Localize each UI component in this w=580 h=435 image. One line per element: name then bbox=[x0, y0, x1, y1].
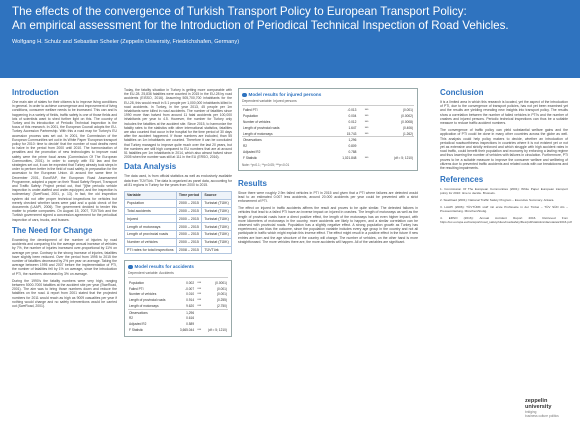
table-row bbox=[125, 246, 232, 254]
table-cell: Number of vehicles bbox=[125, 238, 177, 246]
regression-cell: Number of vehicles bbox=[129, 292, 157, 297]
variables-table bbox=[124, 191, 232, 254]
injured-model-title: Model results for injured persons bbox=[242, 92, 414, 97]
table-header-cell: Time period bbox=[176, 192, 201, 200]
regression-cell: 9.620 bbox=[186, 303, 195, 308]
references-list bbox=[440, 187, 572, 225]
results-text-2: The effect on injured in traffic accidents affirms the result and proves to be quite similar. The detected failures in vehicles that lead to a failed PTI have an inverse impact on injured in crashes. The length of motorways as well as the length of provincial roads have a direct positive effect, the length of the motorways has an even higher impact, with more kilometers of motorways in the country, more accidents are likely to happen, and a similar correlation can be observed with provincial roads. Population has a slightly negative effect. A strong population growth as Turkey has experienced, can bias the outcome, since the population variable includes every age group in the country and not all participate in traffic which might explain this inverse effect. The effect might result in a positive effect in the future if new entries are born and the age structure of the country will change. The number of vehicles, on the other hand is more straightforward. The more vehicles there are, the more accidents will happen. All of the variables are significant. bbox=[238, 206, 418, 244]
regression-cell: 0.012 bbox=[348, 119, 357, 124]
regression-cell: Failed PTI bbox=[243, 108, 258, 113]
regression-cell: Length of provincial roads bbox=[129, 298, 166, 303]
accidents-model-title: Model results for accidents bbox=[128, 264, 228, 269]
regression-cell: *** bbox=[197, 292, 202, 297]
regression-cell: -0.007 bbox=[185, 286, 195, 291]
intro-heading: Introduction bbox=[12, 88, 59, 97]
regression-cell: (df = 5; 1210) bbox=[393, 155, 413, 160]
regression-cell: (2.750) bbox=[216, 303, 227, 308]
regression-cell: -0.013 bbox=[347, 108, 357, 113]
authors: Wolfgang H. Schulz and Sebastian Scheler (Zeppelin University, Friedrichshafen, Germany) bbox=[12, 39, 240, 45]
regression-cell: Number of vehicles bbox=[243, 119, 271, 124]
regression-cell: (0.0002) bbox=[401, 114, 413, 119]
table-header-cell: Source bbox=[202, 192, 232, 200]
table-cell: TÜVTürk bbox=[202, 246, 232, 254]
fatalities-text: Today, the fatality situation in Turkey is getting more comparable with the EU-28. 25,836 fatalities were counted in 2015 in the EU-28 by road accidents (EISSO, 2016). Assuming 505,700,700 inhabitants for the EU-28, this would result in 5.1 people per 1,000,000 inhabitants killed in road accidents. In Turkey, in the year 2013, 45 people per 1m inhabitants were killed in road accidents. The number of fatalities since 1990 more than halved from around 11 fatal accidents per 100,000 inhabitants per year to 4.5. However, the number for Turkey only includes the fatalities at the accident site. Since 2015, to harmonize the fatality rates to the statistics with other international statistics, fatalities are also counted that occur in the hospital for the time period of 30 days after the accident happened. If those numbers are included, than 55 fatalities on 1m inhabitants are counted. Therefore it can be concluded that Turkey managed to improve quite much over the last 20 years, but the numbers are still high compared to EU numbers that are at around 51 fatalities per 1m inhabitants in 2014, which also almost halved since 2005 when the number was still at 111 in the EU (ERSO, 2016). bbox=[124, 88, 232, 160]
results-heading: Results bbox=[238, 178, 267, 188]
regression-cell: F Statistic bbox=[129, 327, 143, 332]
injured-model-box bbox=[238, 88, 418, 171]
table-cell: 2000 – 2015 bbox=[176, 230, 201, 238]
regression-cell: R2 bbox=[243, 144, 248, 149]
intro-text: One main aim of states for their citizens is to improve living conditions in general. In order to achieve convergence and improvement of living conditions, consumer welfare needs to be increased. This can and is happening in a variety of fields, traffic safety is one of those fields and lots of scientists want to shed further light on this. The country of Turkey and its introduction of Periodic Technical Inspection is the focus of this research. In 2001, the European Council adopts the EU-Turkey Accession Partnership. With this a road map for Turkey's EU accession process was set out. In 2001, the Commission of the European Communities set out in its White Paper 'European transport policy for 2010: time to decide' that the number of road deaths need to halve in the period from 2000 until 2010. The harmonization of penalties and the promotion of new technologies to improve road safety were the prime focal areas (Commission Of The European Communities, 2001). In order to comply with EU law and the strategies set out, it can be expected that Turkey already took steps in order to perform better in the field of road safety, in preparation for the accession to the European Union. At around the same time in December 2001, EuroRAP, the European Road Assessment Programme, adopted a paper on their 'Road Safety Report, Transport and Traffic Safety: Project period out, that "[t]he periodic vehicle inspection is under-staffed and under-equipped, and the inspection is rudimentary' (SweRoad, 2001, p. 13). In fact, the old inspection system did not offer proper technical inspections for vehicles but merely checked whether taxes were paid and a quick check of the documents (LAAPI, 2006). The government decided to tender this matter to private companies. On August 15, 2007, TÜVTürk and the Turkish government signed a concession agreement for the periodical inspection of cars, trucks, and busses. bbox=[12, 100, 117, 222]
regression-cell: *** bbox=[364, 155, 369, 160]
data-analysis-text: The data used, is from official statistics as well as exclusively available data from TÜVTürk. The data is organized as panel data, accounting for all 81 regions in Turkey for the years from 2000 to 2015. bbox=[124, 174, 232, 187]
need-heading: The Need for Change bbox=[12, 225, 93, 235]
regression-cell: (0.0001) bbox=[215, 280, 227, 285]
column-1 bbox=[12, 88, 117, 311]
table-header-cell: Variable bbox=[125, 192, 177, 200]
table-cell: Turkstat (TÜIK) bbox=[202, 238, 232, 246]
reference-item: 4. ERSO (2016): Annual Accident Report 2016. Retrieved from https://ec.europa.eu/transport/road_safety/sites/roadsafety/files/pdf/statistics/dacota/asr2016.pdf bbox=[440, 216, 572, 225]
regression-cell: 0.002 bbox=[186, 280, 195, 285]
table-cell: Turkstat (TÜIK) bbox=[202, 223, 232, 231]
poster-header bbox=[0, 0, 580, 78]
regression-cell: 1.647 bbox=[348, 125, 357, 130]
regression-cell: (df = 5; 1210) bbox=[207, 327, 227, 332]
table-cell: Length of motorways bbox=[125, 223, 177, 231]
regression-cell: 0.809 bbox=[348, 144, 357, 149]
regression-cell: Length of provincial roads bbox=[243, 125, 280, 130]
regression-cell: (1.262) bbox=[402, 131, 413, 136]
conclusion-text-2: The convergence of traffic policy can yield substantial welfare gains and the application of PTI could be done in many other countries across the globe as well. This analysis could help policy makers to decide, whether an introduction of periodical roadworthiness inspections in countries where it is not existent yet or not yet as extensive and strictly enforced and which struggle with high accident rates in road traffic, could benefit their population and economy by enforcing a lasting regime and thus lowering the number of vehicles with failures in circulation. Furthermore, PTI proves to be a suitable measure to improve the consumer welfare and wellbeing of citizens due to prevented traffic accidents and related costs with car breakdowns and the resulting impairments. bbox=[440, 128, 568, 171]
column-3 bbox=[238, 88, 418, 247]
regression-cell: 1,296 bbox=[323, 137, 357, 143]
logo-tagline: bridging business culture politics bbox=[525, 410, 559, 418]
table-row bbox=[125, 215, 232, 223]
poster-title bbox=[12, 5, 568, 33]
regression-cell: *** bbox=[197, 298, 202, 303]
regression-cell: R2 bbox=[129, 316, 134, 321]
title-line-2: An empirical assessment for the Introduction of Periodical Technical Inspection of Road Vehicles. bbox=[12, 19, 509, 32]
column-2 bbox=[124, 88, 232, 337]
table-cell: Turkstat (TÜIK) bbox=[202, 207, 232, 215]
regression-cell: Adjusted R2 bbox=[129, 322, 147, 327]
regression-cell: 1,296 bbox=[175, 309, 195, 315]
regression-cell: Population bbox=[243, 114, 259, 119]
regression-cell: *** bbox=[197, 327, 202, 332]
regression-row bbox=[128, 327, 228, 333]
accidents-regression-table bbox=[128, 280, 228, 333]
regression-cell: 0.010 bbox=[186, 292, 195, 297]
regression-cell: 0.788 bbox=[348, 149, 357, 154]
regression-cell: (0.001) bbox=[402, 108, 413, 113]
references-heading: References bbox=[440, 175, 484, 185]
table-cell: Total accidents bbox=[125, 207, 177, 215]
regression-cell: Adjusted R2 bbox=[243, 149, 261, 154]
table-row bbox=[125, 230, 232, 238]
regression-cell: (0.406) bbox=[402, 125, 413, 130]
regression-cell: (0.255) bbox=[216, 298, 227, 303]
regression-cell: (0.0008) bbox=[401, 119, 413, 124]
column-4 bbox=[440, 88, 572, 227]
regression-cell: *** bbox=[364, 119, 369, 124]
table-row bbox=[125, 207, 232, 215]
title-line-1: The effects of the convergence of Turkish Transport Policy to European Transport Policy: bbox=[12, 5, 467, 18]
regression-cell: 0.004 bbox=[348, 114, 357, 119]
regression-cell: *** bbox=[364, 108, 369, 113]
regression-cell: Length of motorways bbox=[129, 303, 159, 308]
regression-cell: (0.001) bbox=[216, 292, 227, 297]
significance-note: Note: *p<0.1; **p<0.05; ***p<0.01 bbox=[242, 162, 290, 167]
regression-cell: Failed PTI bbox=[129, 286, 144, 291]
table-cell: Turkstat (TÜIK) bbox=[202, 215, 232, 223]
table-cell: 2000 – 2015 bbox=[176, 215, 201, 223]
need-text-2: During the 1990's the fatality numbers were very high, ranging between 5000-7000 fatalities at the accident site per year (SweRoad, 2001). The aim was to bring those numbers down and reduce the fatalities on the road. A report from 2001 stated that the projected numbers for 2011 would reach as high as 9009 casualties per year if nothing would change and no safety interventions would be carried out (SweRoad, 2001). bbox=[12, 278, 117, 308]
table-cell: Turkstat (TÜIK) bbox=[202, 230, 232, 238]
table-row bbox=[125, 223, 232, 231]
data-analysis-heading: Data Analysis bbox=[124, 162, 177, 172]
table-cell: 2000 – 2015 bbox=[176, 207, 201, 215]
table-cell: Turkstat (TÜIK) bbox=[202, 199, 232, 207]
table-cell: PTI rates for total inspections bbox=[125, 246, 177, 254]
regression-cell: 0.589 bbox=[186, 322, 195, 327]
reference-item: 2. SweRoad (2001): National Traffic Safety Program – Executive Summary. Ankara. bbox=[440, 198, 555, 203]
table-cell: 2008 – 2015 bbox=[176, 246, 201, 254]
regression-cell: 3,665.044 bbox=[179, 327, 195, 332]
table-cell: 2000 – 2015 bbox=[176, 223, 201, 231]
regression-cell: *** bbox=[364, 131, 369, 136]
conclusion-heading: Conclusion bbox=[440, 88, 484, 97]
regression-cell: *** bbox=[364, 125, 369, 130]
regression-cell: 0.914 bbox=[186, 298, 195, 303]
need-text-1: Examining the development of the number of injuries by road accidents and comparing it to the average annual increase of vehicles by 7%, the number of injuries increased over-proportional by 11% on average per year. Contrary to the strong increase of injuries, fatalities have slightly been reduced. Over the period from 1995 to 2015 the number of fatalities decreased by 2% per year on average. Taking the average between 1995 and 2007 before the implementation of PTI, the number of fatalities fell by 1% on average, since the introduction of PTI, the numbers decreased by 3% on average. bbox=[12, 237, 117, 276]
regression-cell: Population bbox=[129, 280, 145, 285]
accidents-model-box bbox=[124, 260, 232, 337]
table-cell: 2000 – 2015 bbox=[176, 199, 201, 207]
regression-cell: *** bbox=[197, 286, 202, 291]
university-logo bbox=[525, 398, 575, 419]
table-cell: Length of provincial roads bbox=[125, 230, 177, 238]
model-icon bbox=[242, 93, 247, 98]
regression-cell: Observations bbox=[128, 309, 175, 315]
reference-item: 3. LAAPI (2006): TÜVTÜRK stoff mit erste Profisseite in der Türkei – TÜV SÜD AG – Pressemitteilung. München/Stuttg. bbox=[440, 205, 568, 214]
results-text-1: Since there were roughly 2.9m failed vehicles in PTI in 2015 and given that a PTI where failures are detected would lead to an estimated 0.007 less accidents, around 20.000 accidents per year could be prevented with a strict enforcement of PTI. bbox=[238, 190, 418, 203]
regression-cell: (0.001) bbox=[216, 286, 227, 291]
reference-item: 1. Commission Of The European Communities (2001): White Paper European transport policy for 2010: time to decide. Brussels. bbox=[440, 187, 568, 196]
regression-cell: 1,021.848 bbox=[342, 155, 357, 160]
injured-dependent-variable: Dependent variable: Injured persons bbox=[242, 99, 414, 106]
regression-cell: 0.616 bbox=[186, 316, 195, 321]
regression-cell: *** bbox=[364, 114, 369, 119]
regression-cell: Length of motorways bbox=[243, 131, 273, 136]
regression-cell: *** bbox=[197, 280, 202, 285]
logo-name: zeppelin university bbox=[525, 398, 552, 410]
regression-cell: Observations bbox=[242, 137, 323, 143]
table-row bbox=[125, 238, 232, 246]
accidents-dependent-variable: Dependent variable: Accidents bbox=[128, 271, 228, 278]
model-icon bbox=[128, 265, 133, 270]
regression-cell: 15.743 bbox=[346, 131, 357, 136]
table-cell: Population bbox=[125, 199, 177, 207]
table-cell: Injured bbox=[125, 215, 177, 223]
table-row bbox=[125, 199, 232, 207]
regression-row bbox=[242, 155, 414, 161]
injured-regression-table bbox=[242, 108, 414, 161]
conclusion-text-1: It is a limited area in which this research is located, yet the aspect of the introduction of PTI, due to the convergence of transport policies, has not yet been examined yet and the results are yielding revealing new insights into transport policy. The results show a correlation between the number of failed vehicles in PTI's and the number of crashes and injured persons. Periodic technical inspections can thus be a suitable measure to reduce traffic accident numbers. bbox=[440, 100, 568, 126]
regression-cell: *** bbox=[197, 303, 202, 308]
table-cell: 2000 – 2015 bbox=[176, 238, 201, 246]
regression-cell: F Statistic bbox=[243, 155, 257, 160]
